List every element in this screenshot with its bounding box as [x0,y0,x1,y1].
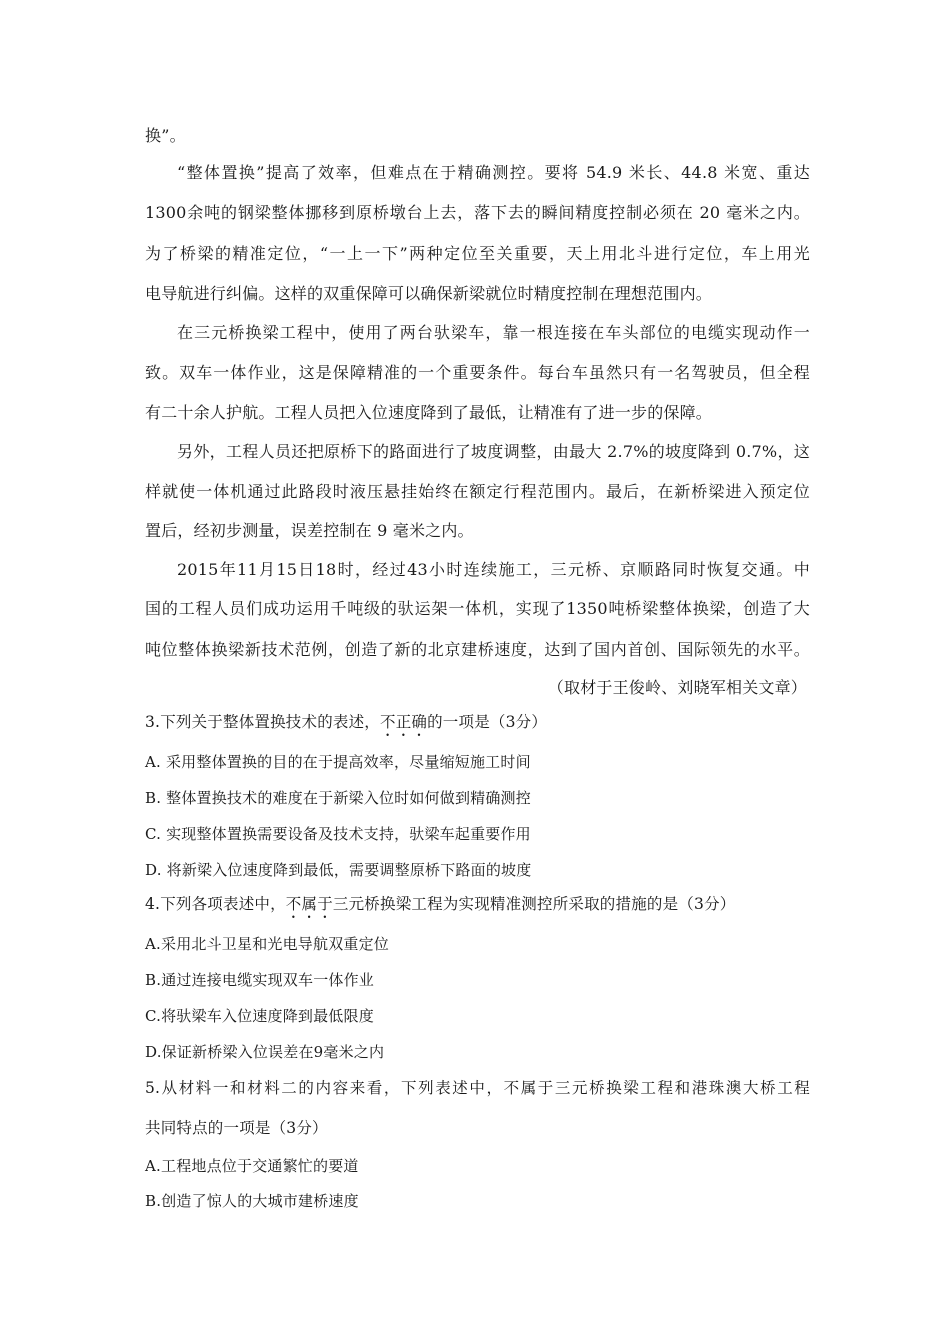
passage-line: 国的工程人员们成功运用千吨级的驮运架一体机，实现了1350吨桥梁整体换梁，创造了大 [145,599,810,618]
question-4-option-d: D.保证新桥梁入位误差在9毫米之内 [145,1043,385,1061]
passage-line: 吨位整体换梁新技术范例，创造了新的北京建桥速度，达到了国内首创、国际领先的水平。 [145,640,810,659]
passage-line: 有二十余人护航。工程人员把入位速度降到了最低，让精准有了进一步的保障。 [145,403,713,422]
question-3-stem [145,711,810,740]
passage-line: 另外，工程人员还把原桥下的路面进行了坡度调整，由最大 2.7%的坡度降到 0.7%，这 [177,442,810,461]
question-5-option-b: B.创造了惊人的大城市建桥速度 [145,1192,359,1210]
question-4-emphasis: 不属于 [285,895,333,913]
question-5-stem-line-2: 共同特点的一项是（3分） [145,1119,328,1137]
passage-line: 2015年11月15日18时，经过43小时连续施工，三元桥、京顺路同时恢复交通。中 [177,560,810,579]
question-4-option-b: B.通过连接电缆实现双车一体作业 [145,971,374,989]
question-4-option-c: C.将驮梁车入位速度降到最低限度 [145,1007,374,1025]
question-3-emphasis: 不正确 [380,713,428,731]
passage-line: 1300余吨的钢梁整体挪移到原桥墩台上去，落下去的瞬间精度控制必须在 20 毫米之内。 [145,203,810,222]
question-3-prefix: 3.下列关于整体置换技术的表述， [145,713,380,731]
question-3-option-c: C. 实现整体置换需要设备及技术支持，驮梁车起重要作用 [145,825,531,843]
question-4-stem [145,893,810,922]
question-4-prefix: 4.下列各项表述中， [145,895,286,913]
question-4-option-a: A.采用北斗卫星和光电导航双重定位 [145,935,390,953]
question-3-suffix: 的一项是（3分） [427,713,548,731]
passage-line: “整体置换”提高了效率，但难点在于精确测控。要将 54.9 米长、44.8 米宽、重达 [177,163,810,182]
question-5-option-a: A.工程地点位于交通繁忙的要道 [145,1157,359,1175]
passage-line: 样就使一体机通过此路段时液压悬挂始终在额定行程范围内。最后，在新桥梁进入预定位 [145,482,810,501]
question-5-stem-line-1: 5.从材料一和材料二的内容来看，下列表述中，不属于三元桥换梁工程和港珠澳大桥工程 [145,1079,810,1097]
passage-line: 电导航进行纠偏。这样的双重保障可以确保新梁就位时精度控制在理想范围内。 [145,284,713,303]
question-3-option-a: A. 采用整体置换的目的在于提高效率，尽量缩短施工时间 [145,753,531,771]
question-3-option-b: B. 整体置换技术的难度在于新梁入位时如何做到精确测控 [145,789,531,807]
passage-line: 为了桥梁的精准定位，“一上一下”两种定位至关重要，天上用北斗进行定位，车上用光 [145,244,810,263]
source-citation: （取材于王俊岭、刘晓军相关文章） [547,678,807,697]
question-4-suffix: 三元桥换梁工程为实现精准测控所采取的措施的是（3分） [332,895,736,913]
question-3-option-d: D. 将新梁入位速度降到最低，需要调整原桥下路面的坡度 [145,861,532,879]
passage-line: 置后，经初步测量，误差控制在 9 毫米之内。 [145,521,474,540]
passage-line: 致。双车一体作业，这是保障精准的一个重要条件。每台车虽然只有一名驾驶员，但全程 [145,363,810,382]
passage-line: 换”。 [145,126,186,145]
passage-line: 在三元桥换梁工程中，使用了两台驮梁车，靠一根连接在车头部位的电缆实现动作一 [177,323,810,342]
